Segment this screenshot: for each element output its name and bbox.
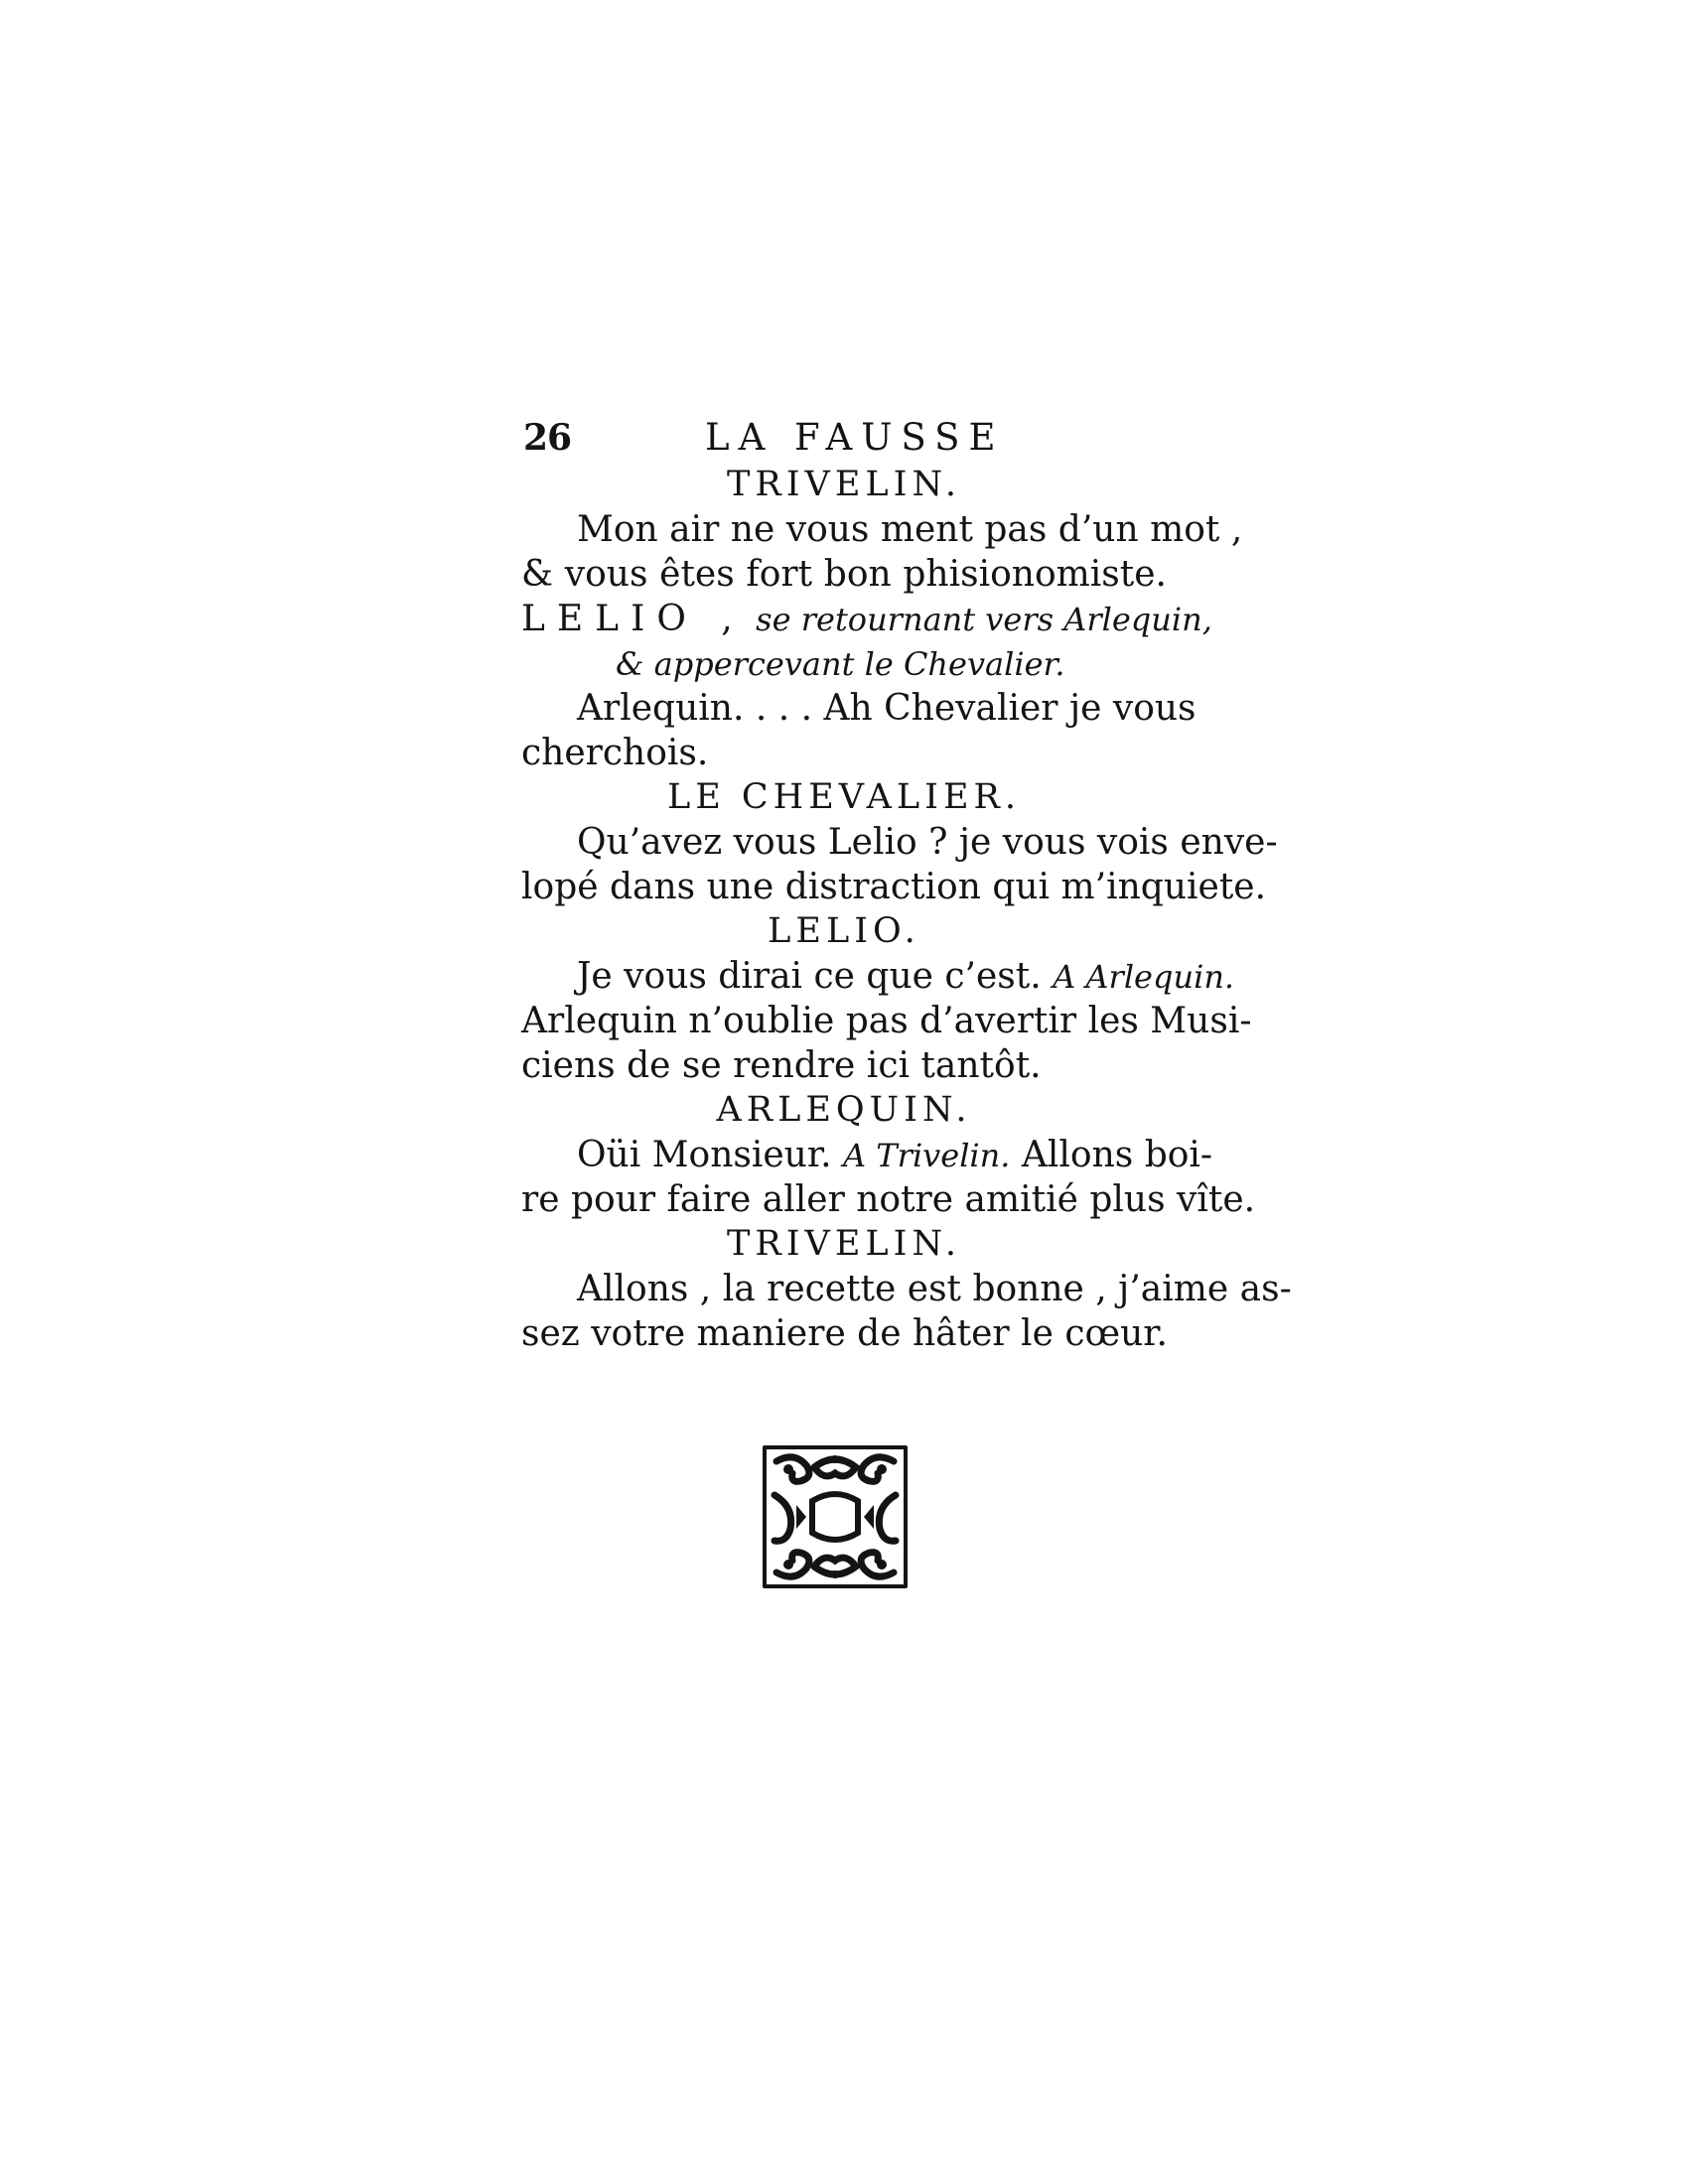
text-segment: Oüi Monsieur. [577, 1135, 832, 1175]
text-line [521, 1133, 1213, 1177]
stage-direction: A Arlequin. [1053, 958, 1235, 996]
stage-direction: A Trivelin. [843, 1137, 1011, 1174]
stage-direction: se retournant vers Arlequin, [756, 601, 1212, 638]
stage-direction-line [521, 641, 1167, 686]
text-line: Arlequin n’oublie pas d’avertir les Musi- [521, 1001, 1252, 1041]
speaker-heading: ARLEQUIN. [716, 1090, 972, 1130]
text-line: Allons , la recette est bonne , j’aime as- [577, 1269, 1292, 1309]
text-line: sez votre maniere de hâter le cœur. [521, 1313, 1168, 1354]
text-line: re pour faire aller notre amitié plus vîte. [521, 1179, 1256, 1220]
running-head [521, 415, 1167, 461]
text-line [521, 954, 1235, 999]
speaker-heading: TRIVELIN. [727, 465, 961, 504]
stage-direction: & appercevant le Chevalier. [616, 645, 1065, 683]
page-text [521, 415, 1292, 1356]
speaker-heading: TRIVELIN. [727, 1224, 961, 1264]
text-line: ciens de se rendre ici tantôt. [521, 1045, 1042, 1086]
text-line: Qu’avez vous Lelio ? je vous vois enve- [577, 822, 1278, 863]
speaker-heading: LE CHEVALIER. [666, 777, 1022, 817]
printers-ornament-icon [757, 1439, 914, 1594]
text-line: & vous êtes fort bon phisionomiste. [521, 554, 1167, 595]
running-title: LA FAUSSE [705, 416, 1005, 459]
text-line: cherchois. [521, 733, 709, 773]
text-segment: Je vous dirai ce que c’est. [577, 956, 1042, 997]
speaker-with-stage-direction [521, 597, 1212, 641]
page-number: 26 [523, 417, 572, 459]
text-line: lopé dans une distraction qui m’inquiete. [521, 867, 1267, 907]
text-line: Mon air ne vous ment pas d’un mot , [577, 509, 1243, 550]
text-segment: Allons boi- [1021, 1135, 1213, 1175]
speaker-heading: LELIO. [768, 911, 920, 951]
text-line: Arlequin. . . . Ah Chevalier je vous [577, 688, 1196, 729]
speaker-inline: LELIO , [521, 599, 745, 639]
